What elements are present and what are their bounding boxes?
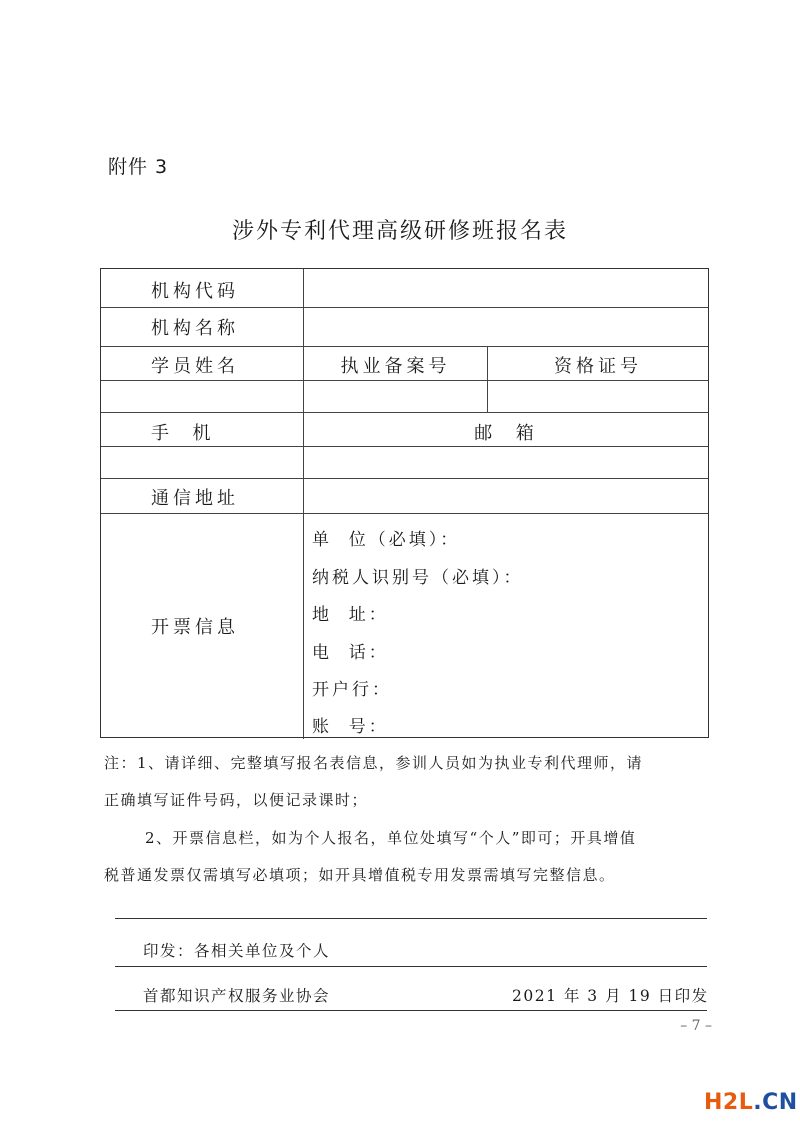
- footer-rule-middle: [115, 966, 707, 967]
- note-line-2: 正确填写证件号码，以便记录课时；: [104, 791, 369, 809]
- form-title: 涉外专利代理高级研修班报名表: [231, 219, 568, 244]
- row-divider: [101, 478, 708, 479]
- invoice-info-label: 开票信息: [151, 617, 239, 638]
- logo-cn: .CN: [753, 1090, 798, 1115]
- student-name-label: 学员姓名: [151, 356, 239, 377]
- org-code-label: 机构代码: [151, 281, 239, 302]
- footer-rule-bottom: [115, 1010, 707, 1011]
- email-label: 邮 箱: [474, 423, 538, 444]
- row-divider: [101, 412, 708, 413]
- invoice-field-address: 地 址：: [312, 605, 389, 625]
- row-divider: [101, 380, 708, 381]
- invoice-field-account: 账 号：: [312, 717, 389, 737]
- row-divider: [101, 513, 708, 514]
- attachment-label: 附件 3: [108, 156, 169, 178]
- org-name-label: 机构名称: [151, 318, 239, 339]
- h2l-logo-watermark: [704, 1090, 798, 1115]
- logo-h2l: H2L: [704, 1090, 754, 1115]
- distribution-line: 印发：各相关单位及个人: [143, 942, 331, 960]
- registration-form-table: [100, 268, 709, 738]
- invoice-field-taxpayer-id: 纳税人识别号（必填）：: [312, 568, 524, 588]
- page-number: – 7 –: [680, 1018, 712, 1034]
- issue-date: 2021 年 3 月 19 日印发: [512, 987, 709, 1005]
- invoice-field-company: 单 位（必填）：: [312, 530, 461, 550]
- row-divider: [101, 346, 708, 347]
- row-divider: [101, 446, 708, 447]
- column-divider: [303, 269, 304, 739]
- footer-rule-top: [115, 918, 707, 919]
- address-label: 通信地址: [151, 488, 239, 509]
- note-line-1: 注：1、请详细、完整填写报名表信息，参训人员如为执业专利代理师，请: [104, 754, 644, 772]
- row-divider: [101, 307, 708, 308]
- note-line-4: 税普通发票仅需填写必填项；如开具增值税专用发票需填写完整信息。: [104, 866, 616, 884]
- mobile-label: 手 机: [151, 423, 215, 444]
- invoice-field-bank: 开户行：: [312, 680, 392, 700]
- invoice-field-phone: 电 话：: [312, 643, 389, 663]
- note-line-3: 2、开票信息栏，如为个人报名，单位处填写“个人”即可；开具增值: [145, 829, 637, 847]
- qualification-no-label: 资格证号: [554, 356, 642, 377]
- practice-record-no-label: 执业备案号: [340, 356, 451, 377]
- issuer-name: 首都知识产权服务业协会: [143, 987, 331, 1005]
